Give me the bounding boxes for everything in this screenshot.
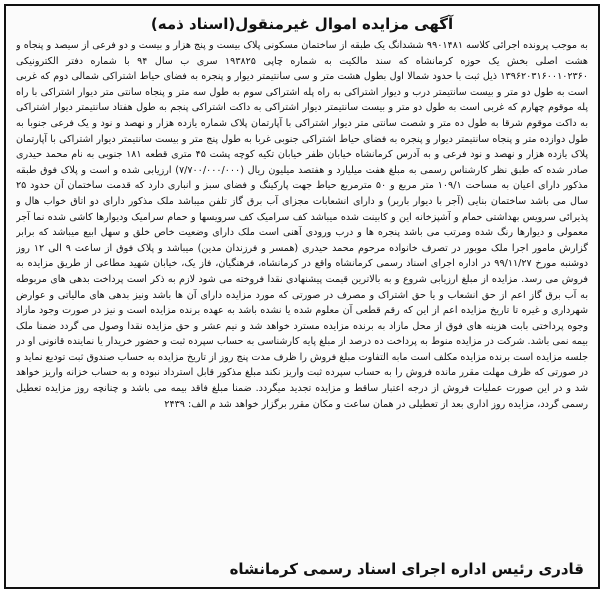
notice-body: به موجب پرونده اجرائی کلاسه ۹۹۰۱۴۸۱ ششدانگ یک طبقه از ساختمان مسکونی پلاک بیست و پنج هزار و بیست و دو فرعی از سیصد و پنجاه و هشت اصلی بخش یک حوزه کرمانشاه که سند مالکیت به شماره چاپی ۱۹۳۸۲۵ سری ب سال ۹۴ با شماره دفتر الکترونیکی ۱۳۹۶۲۰۳۱۶۰۰۱۰۲۳۶۰ ذیل ثبت با حدود شمالا اول بطول هشت متر و سی سانتیمتر دیوار و پنجره به فضای حیاط اشتراکی شمالی دوم که غربی است به طول دو متر و بیست سانتیمتر درب و دیوار اشتراکی به راه پله اشتراکی سوم به طول سه متر و پنجاه سانتی متر دیوار اشتراکی با راه پله موقوم چهارم که غربی است به طول دو متر و بیست سانتیمتر دیوار اشتراکی به داکت اشتراکی پنجم به طول هفتاد سانتیمتر دیوار اشتراکی به داکت موقوم شرقا به طول ده متر و شصت سانتی متر دیوار اشتراکی با آپارتمان پلاک شماره یازده هزار و نهصد و نود و یک فرعی جنوبا به طول دوازده متر و پنجاه سانتیمتر دیوار و پنجره به فضای حیاط اشتراکی جنوبی غربا به طول پنج متر و بیست سانتیمتر دیوار اشتراکی با آپارتمان پلاک یازده هزار و نهصد و نود فرعی و به آدرس کرمانشاه خیابان ظفر خیابان تکیه کوچه پشت ۴۵ متری قطعه ۱۸۱ جنوبی به نام محمد حیدری صادر شده که طبق نظر کارشناس رسمی به مبلغ هفت میلیارد و هفتصد میلیون ریال (۷/۷۰۰/۰۰۰/۰۰۰) ارزیابی شده و است و پلاک فوق طبقه مذکور دارای اعیان به مساحت ۱۰۹/۱ متر مربع و ۵۰ مترمربع حیاط جهت پارکینگ و فضای سبز و انباری دارد که قدمت ساختمان آن حدود ۲۵ سال می باشد ساختمان بنایی (آجر با دیوار باربر) و دارای انشعابات مجزای آب برق گاز تلفن میباشد ملک مذکور دارای دو اتاق خواب هال و پذیرائی سرویس بهداشتی حمام و آشپزخانه این و کابینت شده میباشد کف سرامیک کف سرویسها و حمام سرامیک ودیوارها کاشی شده نما آجر معمولی و دیوارها رنگ شده ومرتب می باشد پنجره ها و درب ورودی آهنی است ملک دارای وضعیت خاص خلق و سهل ابیع میباشد که برابر گزارش مامور اجرا ملک موبور در تصرف خانواده مرحوم محمد حیدری (همسر و فرزندان مدین) میباشد و پلاک فوق از ساعت ۹ الی ۱۲ روز دوشنبه مورخ ۹۹/۱۱/۲۷ در اداره اجرای اسناد رسمی کرمانشاه واقع در کرمانشاه، فرهنگیان، فاز یک، خیابان شهید مطاعی از طریق مزایده به فروش می رسد. مزایده از مبلغ ارزیابی شروع و به بالاترین قیمت پیشنهادی نقدا فروخته می شود لازم به ذکر است پرداخت بدهی های مربوطه به آب برق گاز اعم از حق انشعاب و یا حق اشتراک و مصرف در صورتی که مورد مزایده دارای آن ها باشد ونیز بدهی های مالیاتی و عوارض شهرداری و غیره تا تاریخ مزایده اعم از این که رقم قطعی آن معلوم شده یا نشده باشد به عهده برنده مزایده است و نیز در صورت وجود مازاد وجوه پرداختی بابت هزینه های فوق از محل مازاد به برنده مزایده مسترد خواهد شد و نیم عشر و حق مزایده نقدا وصول می گردد ضمنا ملک بیمه نمی باشد. شرکت در مزایده منوط به پرداخت ده درصد از مبلغ پایه کارشناسی به حساب سپرده ثبت و حضور خریدار یا نماینده قانونی او در جلسه مزایده است برنده مزایده مکلف است مابه التفاوت مبلغ فروش را ظرف مدت پنج روز از تاریخ مزایده به حساب صندوق ثبت تودیع نماید و در صورتی که ظرف مهلت مقرر مانده فروش را به حساب سپرده ثبت واریز نکند مبلغ مذکور قابل استرداد نبوده و به حساب خزانه واریز خواهد شد و در این صورت عملیات فروش از درجه اعتبار ساقط و مزایده تجدید میگردد. ضمنا مبلغ فاقد بیمه می باشد و چنانچه روز مزایده تعطیل رسمی گردد، مزایده روز اداری بعد از تعطیلی در همان ساعت و مکان مقرر برگزار خواهد شد م الف: ۲۴۳۹ xyxy=(16,40,588,410)
notice-signature: قادری رئیس اداره اجرای اسناد رسمی کرمانشاه xyxy=(229,560,584,578)
notice-title: آگهی مزایده اموال غیرمنقول(اسناد ذمه) xyxy=(150,15,454,33)
notice-frame xyxy=(4,4,600,589)
